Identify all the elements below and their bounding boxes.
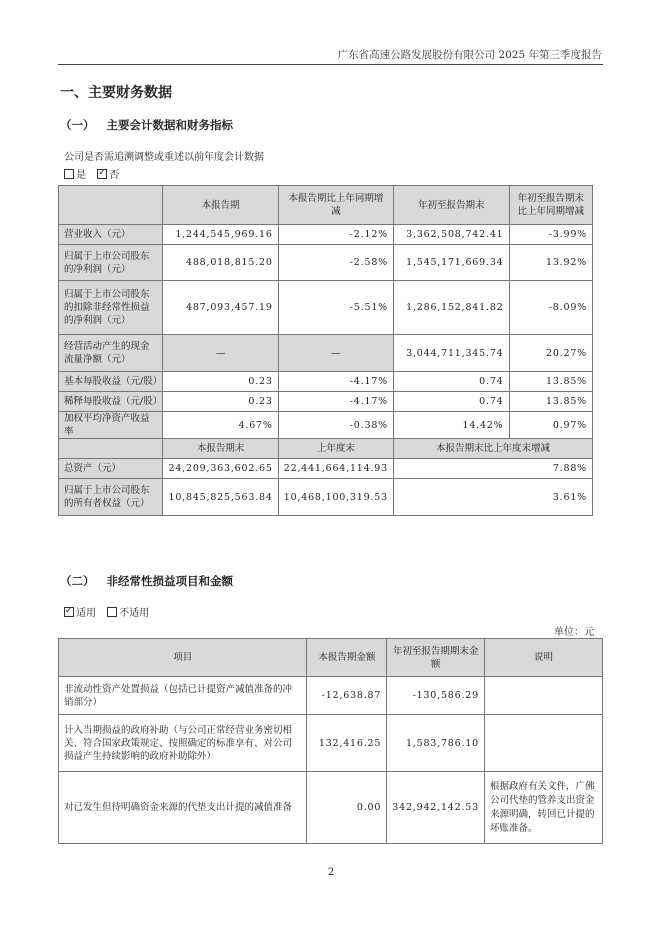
col-header: 本报告期: [163, 186, 278, 225]
table-row: [59, 245, 593, 281]
section-title: 一、主要财务数据: [60, 85, 172, 101]
table-row: [59, 715, 603, 772]
col-header: 本报告期比上年同期增减: [278, 186, 393, 225]
table-row: [59, 281, 593, 335]
cell: 132,416.25: [307, 715, 387, 772]
cell: 14.42%: [394, 412, 510, 439]
cell: —: [163, 335, 278, 372]
header-title: 广东省高速公路发展股份有限公司 2025 年第三季度报告: [337, 49, 602, 61]
cell: 1,286,152,841.82: [394, 281, 510, 335]
row-item: 对已发生但待明确资金来源的代垫支出计提的减值准备: [59, 772, 307, 844]
row-item: 计入当期损益的政府补助（与公司正常经营业务密切相关、符合国家政策规定、按照确定的标准享有、对公司损益产生持续影响的政府补助除外）: [59, 715, 307, 772]
cell: 7.88%: [394, 459, 593, 479]
cell: -130,586.29: [387, 677, 485, 715]
applicable-label: 适用: [76, 608, 96, 619]
cell: 0.97%: [509, 412, 592, 439]
table-row: [59, 459, 593, 479]
cell: -4.17%: [278, 372, 393, 392]
not-applicable-label: 不适用: [119, 608, 150, 619]
cell: 1,244,545,969.16: [163, 225, 278, 245]
cell-note: [485, 677, 603, 715]
cell: -2.12%: [278, 225, 393, 245]
cell: 4.67%: [163, 412, 278, 439]
subsection-number: （二）: [60, 574, 95, 588]
checkbox-no[interactable]: [97, 169, 107, 179]
row-label: 总资产（元）: [59, 459, 163, 479]
row-label: 归属于上市公司股东的扣除非经常性损益的净利润（元）: [59, 281, 163, 335]
table-row: [59, 677, 603, 715]
row-label: 加权平均净资产收益率: [59, 412, 163, 439]
cell: —: [278, 335, 393, 372]
cell: -0.38%: [278, 412, 393, 439]
table-row: [59, 335, 593, 372]
corner-cell: [59, 439, 163, 459]
row-label: 基本每股收益（元/股）: [59, 372, 163, 392]
cell: -12,638.87: [307, 677, 387, 715]
cell: 10,468,100,319.53: [278, 479, 393, 516]
col-header: 本报告期金额: [307, 639, 387, 677]
cell: 24,209,363,602.65: [163, 459, 278, 479]
cell: 0.74: [394, 372, 510, 392]
cell: 487,093,457.19: [163, 281, 278, 335]
cell: 342,942,142.53: [387, 772, 485, 844]
row-label: 归属于上市公司股东的净利润（元）: [59, 245, 163, 281]
subsection-text: 非经常性损益项目和金额: [106, 574, 233, 588]
col-header: 上年度末: [278, 439, 393, 459]
row-item: 非流动性资产处置损益（包括已计提资产减值准备的冲销部分）: [59, 677, 307, 715]
option-yes-label: 是: [76, 170, 86, 181]
cell: -5.51%: [278, 281, 393, 335]
cell-note: [485, 715, 603, 772]
cell: 13.92%: [509, 245, 592, 281]
cell: 0.23: [163, 372, 278, 392]
cell: 13.85%: [509, 372, 592, 392]
cell: 488,018,815.20: [163, 245, 278, 281]
subsection-number: （一）: [60, 118, 95, 132]
col-header: 年初至报告期末: [394, 186, 510, 225]
cell: 3,362,508,742.41: [394, 225, 510, 245]
table-row: [59, 772, 603, 844]
retro-question: 公司是否需追溯调整或重述以前年度会计数据: [64, 152, 264, 163]
row-label: 归属于上市公司股东的所有者权益（元）: [59, 479, 163, 516]
checkbox-yes[interactable]: [64, 169, 74, 179]
subsection-title-1: [60, 117, 233, 133]
col-header: 项目: [59, 639, 307, 677]
cell: -3.99%: [509, 225, 592, 245]
cell: 10,845,825,563.84: [163, 479, 278, 516]
cell: 13.85%: [509, 392, 592, 412]
row-label: 经营活动产生的现金流量净额（元）: [59, 335, 163, 372]
page-number: 2: [327, 867, 335, 878]
cell: 20.27%: [509, 335, 592, 372]
non-recurring-table: [58, 638, 603, 844]
table-row: [59, 225, 593, 245]
row-label: 稀释每股收益（元/股）: [59, 392, 163, 412]
row-label: 营业收入（元）: [59, 225, 163, 245]
table-row: [59, 372, 593, 392]
table-row: [59, 412, 593, 439]
header-rule: [58, 64, 603, 65]
cell: -2.58%: [278, 245, 393, 281]
cell: 1,583,786.10: [387, 715, 485, 772]
col-header: 年初至报告期期末金额: [387, 639, 485, 677]
applicable-options: [64, 604, 149, 619]
col-header: 本报告期末: [163, 439, 278, 459]
col-header: 本报告期末比上年度末增减: [394, 439, 593, 459]
checkbox-not-applicable[interactable]: [107, 607, 117, 617]
table-row: [59, 479, 593, 516]
subsection-title-2: [60, 573, 233, 589]
cell: 22,441,664,114.93: [278, 459, 393, 479]
cell-note: 根据政府有关文件，广佛公司代垫的管养支出资金来源明确，转回已计提的坏账准备。: [485, 772, 603, 844]
cell: -8.09%: [509, 281, 592, 335]
col-header: 年初至报告期末比上年同期增减: [509, 186, 592, 225]
checkbox-applicable[interactable]: [64, 607, 74, 617]
retro-options: [64, 166, 119, 181]
option-no-label: 否: [109, 170, 120, 181]
cell: 0.00: [307, 772, 387, 844]
cell: 0.23: [163, 392, 278, 412]
cell: 0.74: [394, 392, 510, 412]
cell: -4.17%: [278, 392, 393, 412]
financial-data-table: [58, 185, 593, 516]
cell: 3,044,711,345.74: [394, 335, 510, 372]
cell: 1,545,171,669.34: [394, 245, 510, 281]
cell: 3.61%: [394, 479, 593, 516]
subsection-text: 主要会计数据和财务指标: [106, 118, 233, 132]
unit-label: 单位：元: [554, 627, 594, 638]
col-header: 说明: [485, 639, 603, 677]
table-row: [59, 392, 593, 412]
corner-cell: [59, 186, 163, 225]
